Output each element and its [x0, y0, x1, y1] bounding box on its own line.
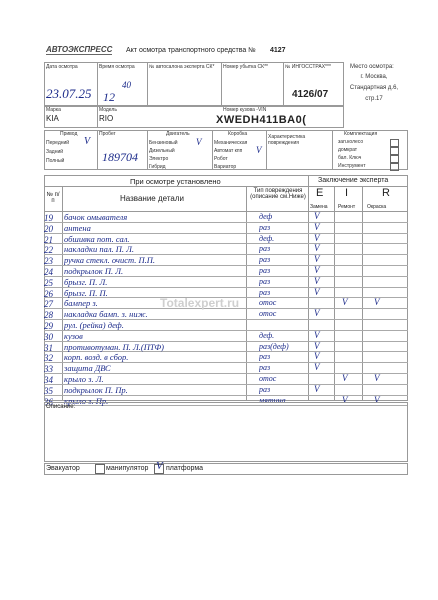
manip-check-mark: V [156, 460, 163, 472]
table-row [44, 385, 408, 396]
row-repair-mark: V [342, 297, 348, 308]
row-damage: раз [259, 352, 271, 362]
row-part-name: кузов [64, 330, 83, 341]
damage-label: Характеристика повреждения [268, 134, 306, 146]
row-replace-mark: V [314, 383, 320, 394]
watermark: Totalexpert.ru [160, 296, 240, 310]
row-number: 33 [44, 364, 53, 375]
foreign-value: 4126/07 [292, 89, 329, 100]
place-label: Место осмотра: [350, 64, 394, 70]
row-part-name: крыло з. Л. [64, 374, 104, 384]
r-label: R [382, 187, 390, 199]
table-row [44, 352, 408, 363]
kit-item-2: бал. Ключ [338, 155, 362, 161]
table-row [44, 363, 408, 374]
row-damage: раз [259, 276, 271, 286]
date-label: Дата осмотра [46, 64, 78, 70]
row-part-name: обшивка пот. сал. [64, 233, 130, 244]
conclusion-label: Заключение эксперта [318, 177, 389, 184]
row-number: 27 [44, 299, 53, 310]
row-damage: отос [259, 309, 277, 319]
drive-check: V [84, 136, 91, 147]
row-damage: раз [259, 266, 271, 275]
time-label: Время осмотра [99, 64, 135, 70]
place-value: г. Москва, Стандартная д.6, стр.17 [349, 74, 399, 102]
kit-item-1: домкрат [338, 147, 358, 153]
gearbox-item-3: Вариатор [214, 164, 237, 170]
row-part-name: бампер з. [64, 298, 98, 309]
foreign-label: № ИНГОССТРАХ*** [285, 64, 331, 70]
row-damage: раз [259, 384, 271, 394]
row-number: 26 [44, 288, 53, 299]
platform-label: платформа [166, 465, 204, 472]
row-part-name: рул. (рейка) деф. [64, 320, 124, 330]
kit-item-0: зап.колесо [338, 139, 364, 145]
kit-label: Комплектация [344, 131, 378, 137]
row-repair-mark: V [342, 373, 348, 383]
engine-item-2: Электро [149, 156, 169, 162]
kit-checkbox-1 [390, 147, 399, 155]
row-damage: раз(деф) [259, 341, 289, 351]
engine-item-1: Дизельный [149, 148, 175, 154]
row-number: 19 [44, 213, 53, 223]
row-replace-mark: V [314, 265, 320, 275]
row-paint-mark: V [374, 297, 380, 308]
row-replace-mark: V [314, 221, 320, 232]
kit-checkbox-0 [390, 139, 399, 147]
row-number: 20 [44, 223, 53, 234]
row-replace-mark: V [314, 351, 320, 362]
e-label: E [316, 187, 324, 199]
row-part-name: антена [64, 222, 91, 233]
table-row [44, 309, 408, 320]
table-row [44, 266, 408, 277]
drive-item-1: Задний [46, 149, 64, 155]
notes-box [44, 402, 408, 462]
drive-item-0: Передний [46, 140, 70, 146]
table-row [44, 277, 408, 288]
table-row [44, 331, 408, 342]
dmg-label: Тип повреждения (описание см.Ниже) [250, 188, 306, 200]
row-damage: деф [259, 212, 273, 221]
manip-label: манипулятор [106, 465, 149, 472]
row-damage: раз [259, 255, 271, 265]
gearbox-item-0: Механическая [214, 140, 248, 146]
row-damage: раз [259, 287, 271, 297]
row-part-name: брызг. П. Л. [64, 276, 108, 287]
row-damage: деф. [259, 330, 275, 340]
e-sub-label: Замена [310, 204, 328, 210]
gearbox-item-1: Автомат кпп [214, 148, 243, 154]
found-label: При осмотре установлено [130, 177, 221, 186]
drive-label: Привод [60, 131, 78, 137]
name-label: Название детали [120, 194, 184, 203]
drive-item-2: Полный [46, 158, 65, 164]
row-replace-mark: V [314, 329, 320, 340]
row-number: 28 [44, 310, 53, 321]
gearbox-check: V [256, 145, 262, 155]
claim-label: Номер убытка СК** [223, 64, 268, 70]
row-damage: раз [259, 363, 271, 373]
row-number: 35 [44, 385, 53, 396]
notes-label: Описание: [46, 404, 76, 410]
row-part-name: крыло з. Пр. [64, 395, 109, 406]
row-replace-mark: V [314, 286, 320, 297]
vin-value: XWEDH411BA0( [216, 114, 307, 126]
expert-label: № автосалона эксперта СК* [149, 64, 215, 70]
row-number: 29 [44, 321, 53, 331]
mileage-label: Пробег [99, 131, 116, 137]
evac-checkbox [95, 464, 105, 474]
row-part-name: корп. возд. в сбор. [64, 352, 129, 363]
row-part-name: накладки пал. П. Л. [64, 244, 135, 255]
row-paint-mark: V [374, 394, 380, 405]
row-part-name: ручка стекл. очист. П.П. [64, 255, 156, 266]
kit-item-3: Инструмент [338, 163, 366, 169]
r-sub-label: Окраска [367, 204, 387, 210]
row-replace-mark: V [314, 308, 320, 319]
row-number: 23 [44, 256, 53, 267]
row-damage: раз [259, 222, 271, 232]
row-number: 34 [44, 375, 53, 385]
row-damage: мятина [259, 395, 286, 405]
time-value-minutes: 40 [122, 80, 131, 90]
row-number: 24 [44, 267, 53, 277]
evac-label: Эвакуатор [46, 465, 80, 472]
vin-label: Номер кузова -VIN [223, 107, 267, 113]
table-row [44, 342, 408, 353]
row-number: 36 [44, 396, 53, 407]
row-part-name: бачок омывателя [64, 212, 128, 222]
make-value: KIA [46, 114, 59, 123]
num-label: № п/п [46, 192, 60, 204]
row-part-name: подкрылок П. Л. [64, 266, 124, 276]
table-row [44, 223, 408, 234]
engine-item-3: Гибрид [149, 164, 166, 170]
row-damage: отос [259, 374, 277, 383]
row-number: 30 [44, 331, 53, 342]
table-row [44, 212, 408, 223]
row-number: 25 [44, 277, 53, 288]
i-sub-label: Ремонт [338, 204, 356, 210]
row-damage: отос [259, 298, 277, 308]
table-row [44, 234, 408, 245]
gearbox-label: Коробка [228, 131, 248, 137]
row-number: 22 [44, 245, 53, 256]
row-replace-mark: V [314, 275, 320, 286]
time-value-hours: 12 [103, 90, 115, 104]
engine-item-0: Бензиновый [149, 140, 178, 146]
row-part-name: противотуман. П. Л.(ПТФ) [64, 341, 164, 352]
table-row [44, 244, 408, 255]
table-row [44, 374, 408, 385]
model-value: RIO [99, 114, 114, 123]
row-part-name: брызг. П. П. [64, 287, 108, 298]
table-row [44, 320, 408, 331]
row-damage: раз [259, 244, 271, 254]
row-replace-mark: V [314, 340, 320, 351]
row-number: 21 [44, 234, 53, 245]
make-label: Марка [46, 107, 61, 113]
row-part-name: подкрылок П. Пр. [64, 384, 128, 395]
row-replace-mark: V [314, 243, 320, 254]
row-part-name: накладка бамп. з. ниж. [64, 309, 148, 320]
act-number: 4127 [270, 47, 286, 54]
table-row [44, 255, 408, 266]
engine-check: V [196, 137, 202, 147]
logo: АВТОЭКСПРЕСС [46, 45, 113, 54]
row-paint-mark: V [374, 373, 380, 383]
act-title: Акт осмотра транспортного средства № [126, 47, 256, 54]
row-part-name: защита ДВС [64, 363, 111, 374]
gearbox-item-2: Робот [214, 156, 228, 162]
i-label: I [345, 187, 349, 199]
row-replace-mark: V [314, 362, 320, 373]
row-number: 32 [44, 353, 53, 364]
row-replace-mark: V [314, 232, 320, 243]
row-replace-mark: V [314, 254, 320, 265]
engine-label: Двигатель [166, 131, 190, 137]
row-replace-mark: V [314, 211, 320, 221]
row-number: 31 [44, 342, 53, 353]
date-value: 23.07.25 [46, 86, 92, 101]
row-damage: деф. [259, 233, 275, 243]
mileage-value: 189704 [102, 150, 138, 164]
model-label: Модель [99, 107, 117, 113]
row-repair-mark: V [342, 394, 348, 405]
kit-checkbox-2 [390, 155, 399, 163]
kit-checkbox-3 [390, 163, 399, 171]
